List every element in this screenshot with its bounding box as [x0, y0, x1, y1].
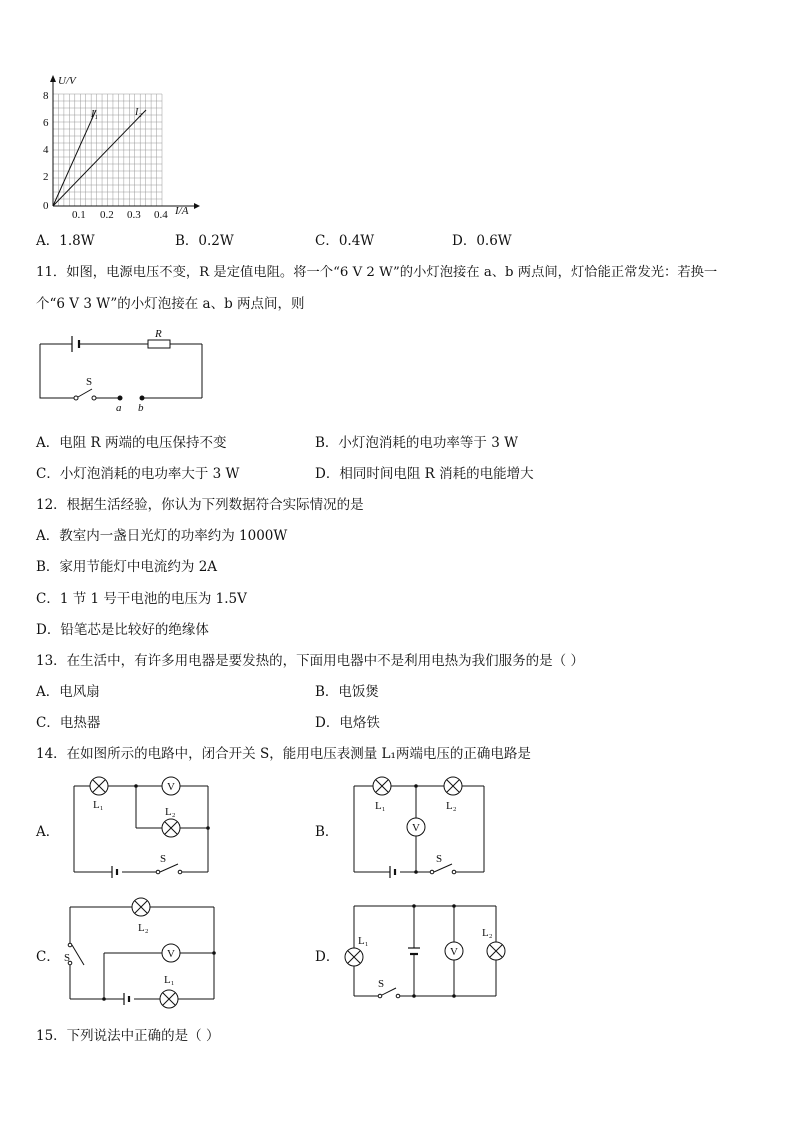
q12-option-d[interactable]: D．铅笔芯是比较好的绝缘体: [36, 622, 209, 638]
l1-label: L₁: [358, 935, 369, 947]
l2-label: L₂: [138, 922, 149, 934]
q12-option-c[interactable]: C．1 节 1 号干电池的电压为 1.5V: [36, 591, 247, 607]
q14-option-a-label[interactable]: A．: [36, 824, 60, 840]
switch-label: S: [436, 853, 443, 865]
y-tick-2: 2: [43, 171, 49, 183]
switch-label: S: [160, 853, 167, 865]
q14-option-b-label[interactable]: B．: [315, 824, 339, 840]
x-tick-03: 0.3: [127, 209, 141, 221]
q10-option-a[interactable]: A．1.8W: [36, 233, 95, 249]
l2-label: L₂: [446, 800, 457, 812]
q12-option-b[interactable]: B．家用节能灯中电流约为 2A: [36, 559, 218, 575]
u-i-graph: [34, 70, 204, 220]
q11-option-a[interactable]: A．电阻 R 两端的电压保持不变: [36, 435, 227, 451]
voltmeter-label: V: [412, 822, 420, 834]
l1-label: L₁: [164, 974, 175, 986]
switch-label: S: [64, 952, 71, 964]
q11-stem-line2: 个“6 V 3 W”的小灯泡接在 a、b 两点间，则: [36, 296, 305, 312]
q13-option-b[interactable]: B．电饭煲: [315, 684, 379, 700]
l2-label: L₂: [482, 927, 493, 939]
q13-stem: 13．在生活中，有许多用电器是要发热的，下面用电器中不是利用电热为我们服务的是（ ）: [36, 653, 584, 669]
q10-option-d[interactable]: D．0.6W: [452, 233, 512, 249]
q14-circuit-d: [340, 900, 510, 1005]
terminal-a-label: a: [116, 402, 122, 414]
q12-option-a[interactable]: A．教室内一盏日光灯的功率约为 1000W: [36, 528, 288, 544]
y-tick-6: 6: [43, 117, 49, 129]
q14-circuit-b: [350, 772, 490, 882]
voltmeter-label: V: [167, 781, 175, 793]
q14-stem: 14．在如图所示的电路中，闭合开关 S，能用电压表测量 L₁两端电压的正确电路是: [36, 746, 531, 762]
q11-option-b[interactable]: B．小灯泡消耗的电功率等于 3 W: [315, 435, 518, 451]
x-axis-label: I/A: [175, 205, 189, 217]
y-tick-4: 4: [43, 144, 49, 156]
switch-label: S: [378, 978, 385, 990]
q14-circuit-a: [70, 772, 215, 882]
q12-stem: 12．根据生活经验，你认为下列数据符合实际情况的是: [36, 497, 364, 513]
switch-label: S: [86, 376, 93, 388]
l1-label: L₁: [93, 799, 104, 811]
q13-option-c[interactable]: C．电热器: [36, 715, 101, 731]
y-axis-label: U/V: [58, 75, 76, 87]
q13-option-a[interactable]: A．电风扇: [36, 684, 100, 700]
x-tick-02: 0.2: [100, 209, 114, 221]
q11-option-d[interactable]: D．相同时间电阻 R 消耗的电能增大: [315, 466, 534, 482]
x-tick-04: 0.4: [154, 209, 168, 221]
q11-stem-line1: 11．如图，电源电压不变，R 是定值电阻。将一个“6 V 2 W”的小灯泡接在 a、b 两点间，灯恰能正常发光：若换一: [36, 265, 718, 280]
q10-option-b[interactable]: B．0.2W: [175, 233, 234, 249]
line1-label: I₁: [91, 109, 98, 120]
voltmeter-label: V: [450, 946, 458, 958]
q10-option-c[interactable]: C．0.4W: [315, 233, 375, 249]
q11-circuit: [36, 326, 211, 416]
q14-circuit-c: [66, 893, 218, 1008]
q14-option-d-label[interactable]: D．: [315, 949, 340, 965]
q13-option-d[interactable]: D．电烙铁: [315, 715, 380, 731]
l1-label: L₁: [375, 800, 386, 812]
line2-label: I₂: [135, 107, 142, 118]
x-tick-01: 0.1: [72, 209, 86, 221]
l2-label: L₂: [165, 806, 176, 818]
y-tick-0: 0: [43, 200, 49, 212]
q15-stem: 15．下列说法中正确的是（ ）: [36, 1028, 220, 1044]
resistor-label: R: [155, 328, 162, 340]
terminal-b-label: b: [138, 402, 144, 414]
q11-option-c[interactable]: C．小灯泡消耗的电功率大于 3 W: [36, 466, 240, 482]
q14-option-c-label[interactable]: C．: [36, 949, 60, 965]
y-tick-8: 8: [43, 90, 49, 102]
voltmeter-label: V: [167, 948, 175, 960]
